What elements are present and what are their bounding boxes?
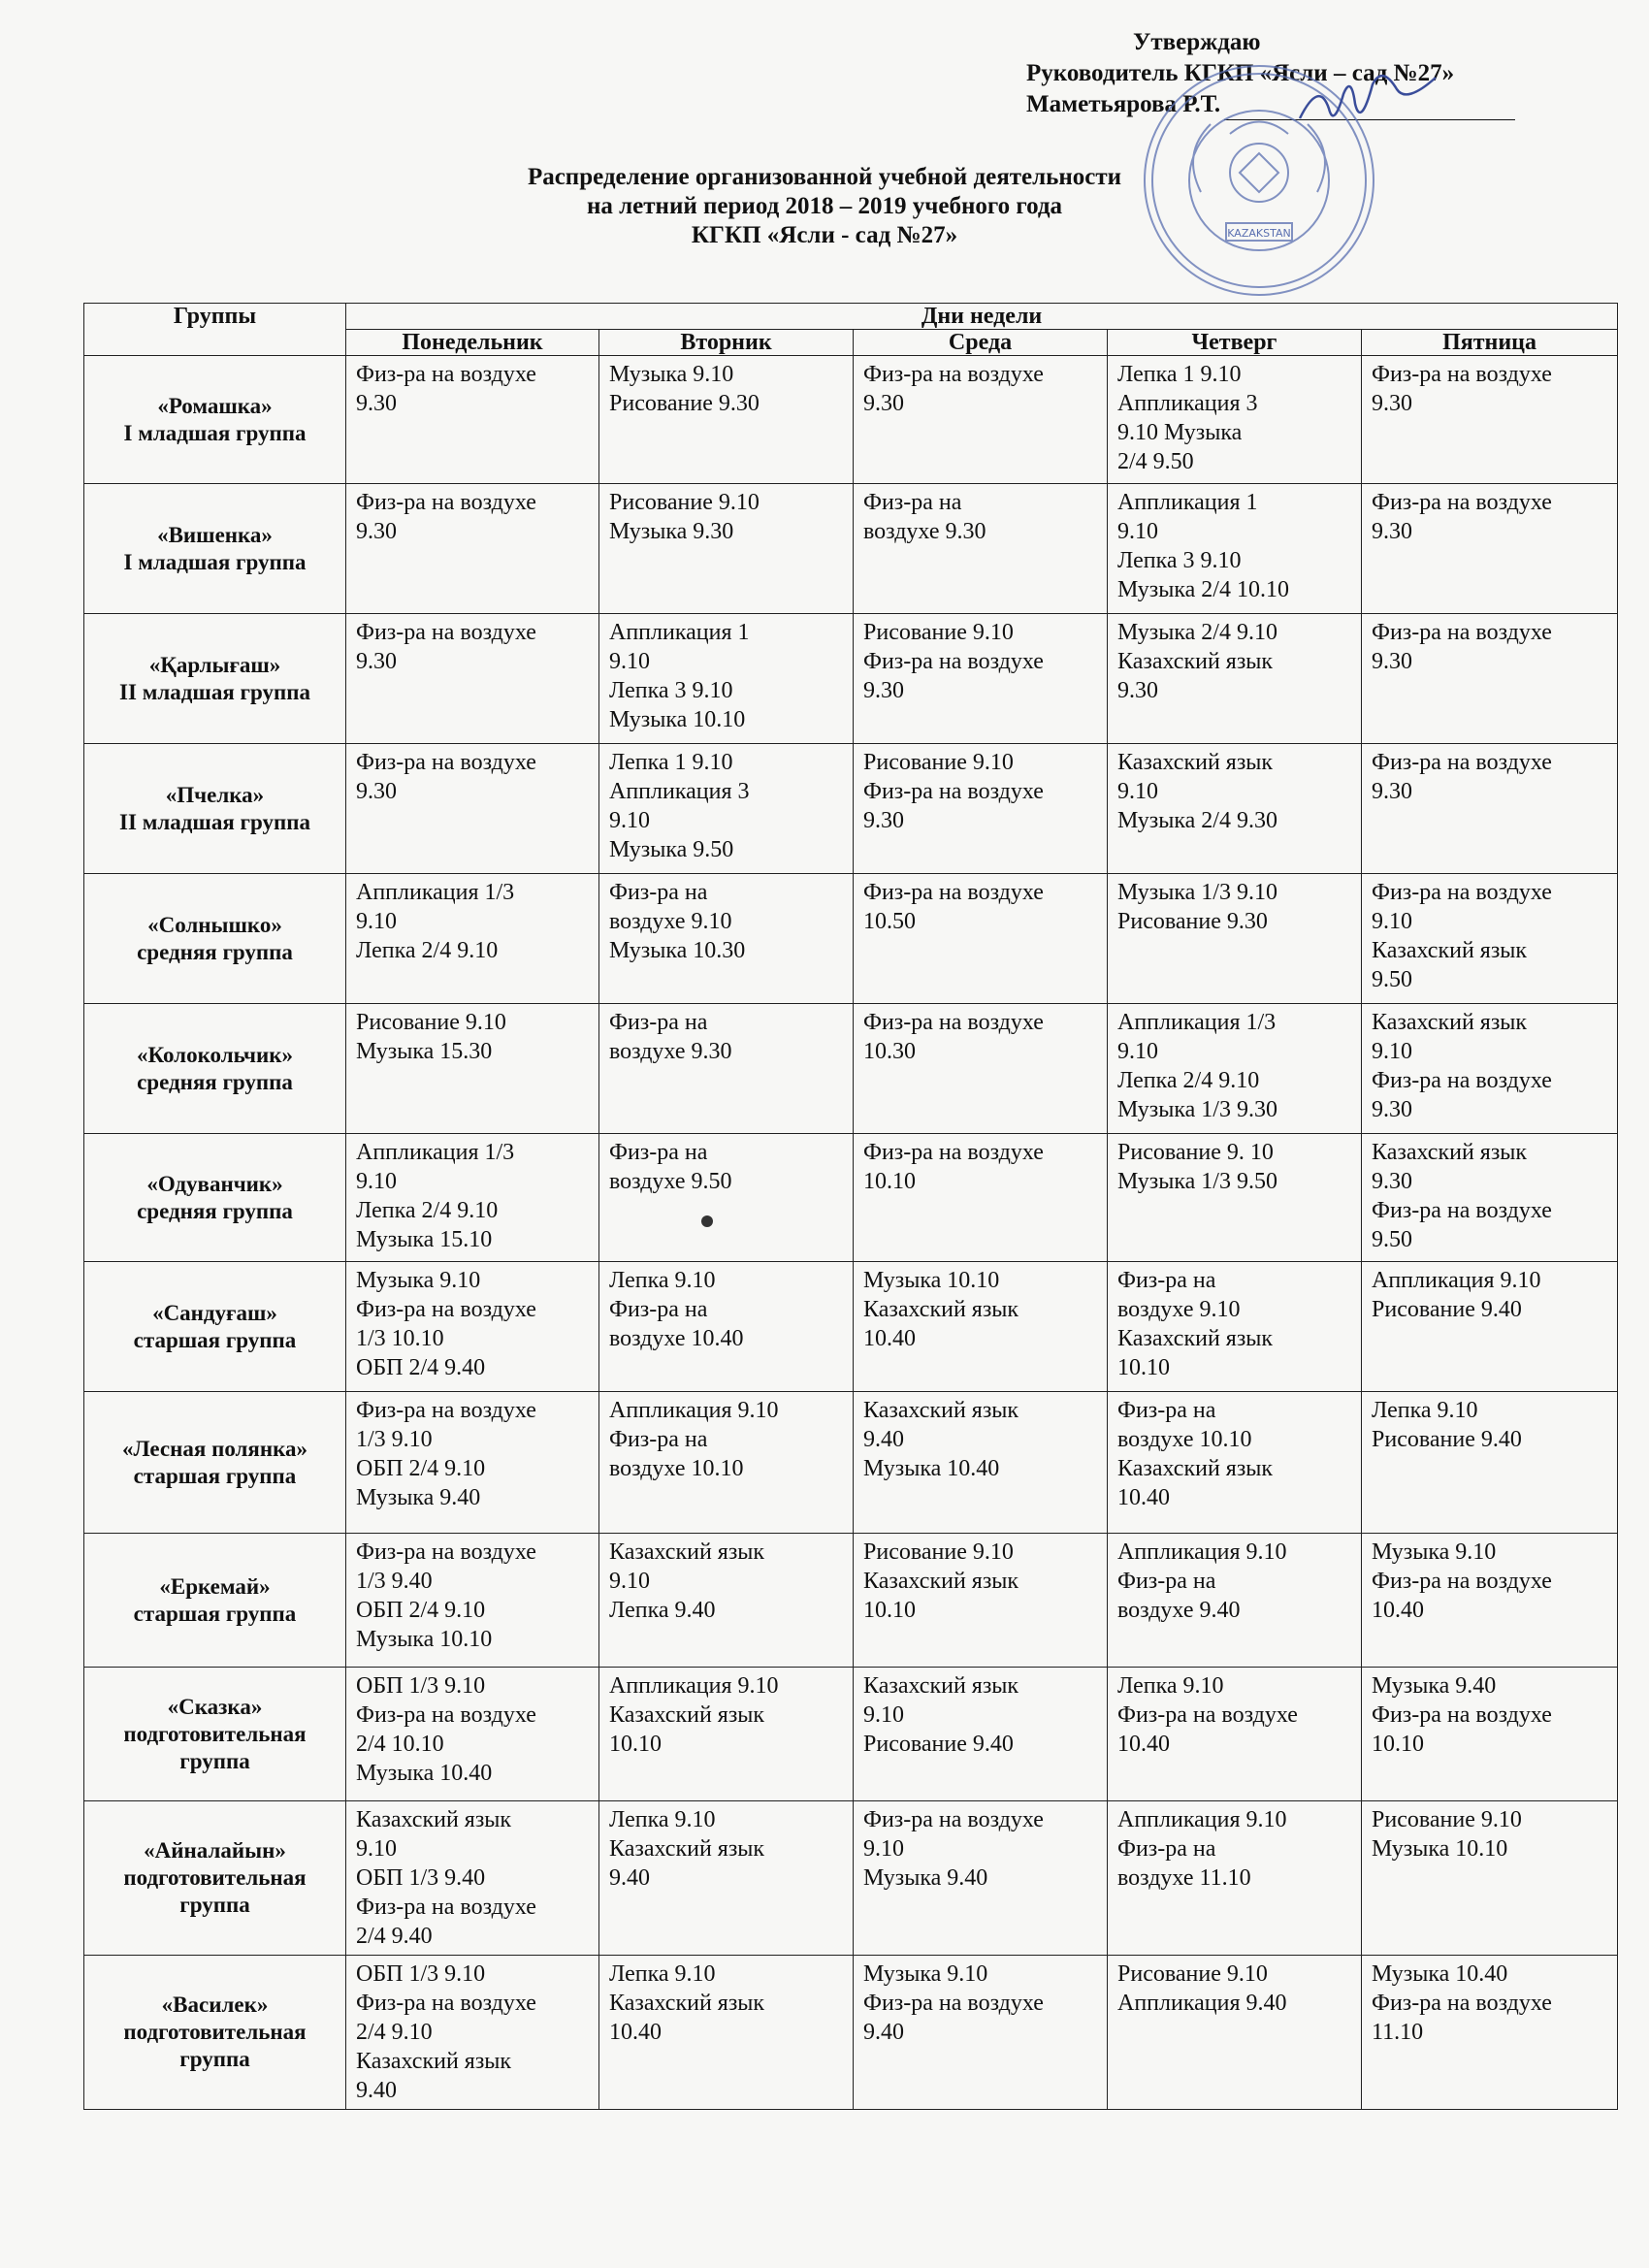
group-level: средняя группа — [137, 1069, 293, 1094]
schedule-cell: Лепка 9.10 Физ-ра на воздухе 10.40 — [599, 1262, 854, 1392]
approval-signer-name: Маметьярова Р.Т. — [1026, 91, 1221, 117]
group-name: «Сандуғаш» — [152, 1300, 277, 1325]
group-level: I младшая группа — [123, 549, 307, 574]
group-level: старшая группа — [133, 1327, 297, 1352]
days-header: Дни недели — [346, 304, 1618, 330]
schedule-cell: Аппликация 1 9.10 Лепка 3 9.10 Музыка 2/4 10.10 — [1108, 484, 1362, 614]
day-header-4: Пятница — [1362, 330, 1618, 356]
schedule-cell: Лепка 1 9.10 Аппликация 3 9.10 Музыка 9.50 — [599, 744, 854, 874]
group-cell — [84, 1956, 346, 2110]
title-line-2: на летний период 2018 – 2019 учебного года — [587, 193, 1062, 219]
group-level: подготовительная группа — [123, 1865, 307, 1917]
schedule-cell: Музыка 9.40 Физ-ра на воздухе 10.10 — [1362, 1668, 1618, 1801]
group-cell — [84, 1801, 346, 1956]
schedule-cell: Физ-ра на воздухе 9.10 Казахский язык 9.50 — [1362, 874, 1618, 1004]
table-row — [84, 614, 1618, 744]
approval-heading: Утверждаю — [1133, 29, 1261, 55]
table-row — [84, 874, 1618, 1004]
group-level: старшая группа — [133, 1601, 297, 1626]
table-row — [84, 1262, 1618, 1392]
schedule-table — [83, 303, 1618, 2110]
schedule-cell: Физ-ра на воздухе 1/3 9.40 ОБП 2/4 9.10 Музыка 10.10 — [346, 1534, 599, 1668]
schedule-cell: Аппликация 1/3 9.10 Лепка 2/4 9.10 — [346, 874, 599, 1004]
group-name: «Одуванчик» — [146, 1171, 283, 1196]
group-name: «Ромашка» — [157, 393, 273, 418]
schedule-cell: Аппликация 9.10 Физ-ра на воздухе 10.10 — [599, 1392, 854, 1534]
schedule-cell: Физ-ра на воздухе 10.10 — [854, 1134, 1108, 1262]
day-header-1: Вторник — [599, 330, 854, 356]
table-row — [84, 1956, 1618, 2110]
schedule-cell: Аппликация 1/3 9.10 Лепка 2/4 9.10 Музыка 1/3 9.30 — [1108, 1004, 1362, 1134]
schedule-cell: Лепка 1 9.10 Аппликация 3 9.10 Музыка 2/4 9.50 — [1108, 356, 1362, 484]
schedule-cell: Лепка 9.10 Рисование 9.40 — [1362, 1392, 1618, 1534]
schedule-cell: Лепка 9.10 Физ-ра на воздухе 10.40 — [1108, 1668, 1362, 1801]
group-level: подготовительная группа — [123, 1721, 307, 1773]
group-name: «Колокольчик» — [136, 1042, 294, 1067]
schedule-cell: Рисование 9.10 Физ-ра на воздухе 9.30 — [854, 744, 1108, 874]
schedule-cell: Аппликация 1 9.10 Лепка 3 9.10 Музыка 10.10 — [599, 614, 854, 744]
schedule-cell: Казахский язык 9.10 Рисование 9.40 — [854, 1668, 1108, 1801]
group-level: II младшая группа — [119, 679, 310, 704]
schedule-cell: Казахский язык 9.30 Физ-ра на воздухе 9.50 — [1362, 1134, 1618, 1262]
day-header-2: Среда — [854, 330, 1108, 356]
schedule-cell: Физ-ра на воздухе 9.10 Музыка 10.30 — [599, 874, 854, 1004]
table-row — [84, 1534, 1618, 1668]
table-row — [84, 356, 1618, 484]
schedule-cell: Музыка 9.10 Физ-ра на воздухе 10.40 — [1362, 1534, 1618, 1668]
group-cell — [84, 484, 346, 614]
schedule-cell: Физ-ра на воздухе 9.30 — [854, 356, 1108, 484]
group-cell — [84, 744, 346, 874]
schedule-cell: Физ-ра на воздухе 10.50 — [854, 874, 1108, 1004]
schedule-cell: Музыка 9.10 Физ-ра на воздухе 9.40 — [854, 1956, 1108, 2110]
schedule-cell: Казахский язык 9.40 Музыка 10.40 — [854, 1392, 1108, 1534]
schedule-cell: Рисование 9.10 Музыка 15.30 — [346, 1004, 599, 1134]
group-cell — [84, 1004, 346, 1134]
table-row — [84, 1134, 1618, 1262]
group-cell — [84, 1668, 346, 1801]
group-level: I младшая группа — [123, 420, 307, 445]
schedule-cell: Рисование 9.10 Музыка 9.30 — [599, 484, 854, 614]
schedule-cell: Аппликация 1/3 9.10 Лепка 2/4 9.10 Музыка 15.10 — [346, 1134, 599, 1262]
group-name: «Василек» — [161, 1993, 269, 2017]
schedule-cell: Музыка 1/3 9.10 Рисование 9.30 — [1108, 874, 1362, 1004]
schedule-cell: Рисование 9. 10 Музыка 1/3 9.50 — [1108, 1134, 1362, 1262]
schedule-cell: Физ-ра на воздухе 9.30 — [346, 744, 599, 874]
group-cell — [84, 1262, 346, 1392]
schedule-cell: Музыка 10.40 Физ-ра на воздухе 11.10 — [1362, 1956, 1618, 2110]
title-line-1: Распределение организованной учебной деятельности — [527, 164, 1122, 190]
schedule-cell: Физ-ра на воздухе 9.30 — [346, 484, 599, 614]
schedule-cell: ОБП 1/3 9.10 Физ-ра на воздухе 2/4 10.10 Музыка 10.40 — [346, 1668, 599, 1801]
schedule-cell: Физ-ра на воздухе 9.30 — [854, 484, 1108, 614]
day-header-3: Четверг — [1108, 330, 1362, 356]
schedule-cell: Физ-ра на воздухе 9.30 — [346, 614, 599, 744]
group-name: «Қарлығаш» — [148, 652, 281, 677]
schedule-cell: Физ-ра на воздухе 10.10 Казахский язык 10.40 — [1108, 1392, 1362, 1534]
group-level: средняя группа — [137, 939, 293, 964]
schedule-cell: Музыка 9.10 Рисование 9.30 — [599, 356, 854, 484]
schedule-cell: ОБП 1/3 9.10 Физ-ра на воздухе 2/4 9.10 Казахский язык 9.40 — [346, 1956, 599, 2110]
document-title — [0, 163, 1649, 250]
group-name: «Солнышко» — [147, 912, 282, 937]
schedule-cell: Физ-ра на воздухе 9.30 — [1362, 356, 1618, 484]
schedule-cell: Физ-ра на воздухе 9.30 — [1362, 614, 1618, 744]
group-level: подготовительная группа — [123, 2020, 307, 2071]
group-name: «Лесная полянка» — [121, 1436, 308, 1461]
table-row — [84, 1668, 1618, 1801]
group-cell — [84, 1392, 346, 1534]
schedule-cell: Казахский язык 9.10 ОБП 1/3 9.40 Физ-ра на воздухе 2/4 9.40 — [346, 1801, 599, 1956]
schedule-cell: Физ-ра на воздухе 9.50 — [599, 1134, 854, 1262]
group-name: «Пчелка» — [165, 782, 265, 807]
schedule-cell: Лепка 9.10 Казахский язык 9.40 — [599, 1801, 854, 1956]
schedule-cell: Физ-ра на воздухе 9.10 Музыка 9.40 — [854, 1801, 1108, 1956]
schedule-cell: Физ-ра на воздухе 10.30 — [854, 1004, 1108, 1134]
approval-position: Руководитель КГКП «Ясли – сад №27» — [1026, 60, 1455, 86]
table-row — [84, 1801, 1618, 1956]
schedule-cell: Лепка 9.10 Казахский язык 10.40 — [599, 1956, 854, 2110]
schedule-cell: Аппликация 9.10 Казахский язык 10.10 — [599, 1668, 854, 1801]
schedule-cell: Физ-ра на воздухе 9.30 — [1362, 484, 1618, 614]
table-row — [84, 1004, 1618, 1134]
group-name: «Айналайын» — [144, 1838, 286, 1863]
group-cell — [84, 874, 346, 1004]
schedule-cell: Аппликация 9.10 Физ-ра на воздухе 9.40 — [1108, 1534, 1362, 1668]
group-name: «Вишенка» — [157, 522, 273, 547]
group-level: средняя группа — [137, 1198, 293, 1223]
ink-dot — [701, 1215, 713, 1227]
schedule-cell: Музыка 10.10 Казахский язык 10.40 — [854, 1262, 1108, 1392]
schedule-cell: Физ-ра на воздухе 9.10 Казахский язык 10.10 — [1108, 1262, 1362, 1392]
group-name: «Еркемай» — [159, 1573, 271, 1599]
handwritten-signature — [1290, 70, 1445, 138]
schedule-cell: Рисование 9.10 Музыка 10.10 — [1362, 1801, 1618, 1956]
schedule-cell: Физ-ра на воздухе 1/3 9.10 ОБП 2/4 9.10 Музыка 9.40 — [346, 1392, 599, 1534]
groups-header: Группы — [84, 304, 346, 356]
group-level: II младшая группа — [119, 809, 310, 834]
schedule-cell: Физ-ра на воздухе 9.30 — [346, 356, 599, 484]
table-row — [84, 1392, 1618, 1534]
schedule-cell: Аппликация 9.10 Рисование 9.40 — [1362, 1262, 1618, 1392]
day-header-0: Понедельник — [346, 330, 599, 356]
title-line-3: КГКП «Ясли - сад №27» — [691, 222, 958, 248]
group-name: «Сказка» — [167, 1694, 263, 1719]
group-level: старшая группа — [133, 1463, 297, 1488]
schedule-cell: Физ-ра на воздухе 9.30 — [599, 1004, 854, 1134]
table-row — [84, 744, 1618, 874]
group-cell — [84, 1134, 346, 1262]
schedule-cell: Казахский язык 9.10 Лепка 9.40 — [599, 1534, 854, 1668]
schedule-cell: Казахский язык 9.10 Музыка 2/4 9.30 — [1108, 744, 1362, 874]
group-cell — [84, 614, 346, 744]
schedule-cell: Музыка 2/4 9.10 Казахский язык 9.30 — [1108, 614, 1362, 744]
schedule-cell: Музыка 9.10 Физ-ра на воздухе 1/3 10.10 ОБП 2/4 9.40 — [346, 1262, 599, 1392]
table-row — [84, 484, 1618, 614]
header-row-top — [84, 304, 1618, 330]
group-cell — [84, 1534, 346, 1668]
schedule-cell: Рисование 9.10 Физ-ра на воздухе 9.30 — [854, 614, 1108, 744]
schedule-cell: Физ-ра на воздухе 9.30 — [1362, 744, 1618, 874]
schedule-cell: Рисование 9.10 Аппликация 9.40 — [1108, 1956, 1362, 2110]
seal-center-text: KAZAKSTAN — [1227, 227, 1291, 240]
schedule-cell: Аппликация 9.10 Физ-ра на воздухе 11.10 — [1108, 1801, 1362, 1956]
schedule-cell: Казахский язык 9.10 Физ-ра на воздухе 9.30 — [1362, 1004, 1618, 1134]
group-cell — [84, 356, 346, 484]
schedule-cell: Рисование 9.10 Казахский язык 10.10 — [854, 1534, 1108, 1668]
